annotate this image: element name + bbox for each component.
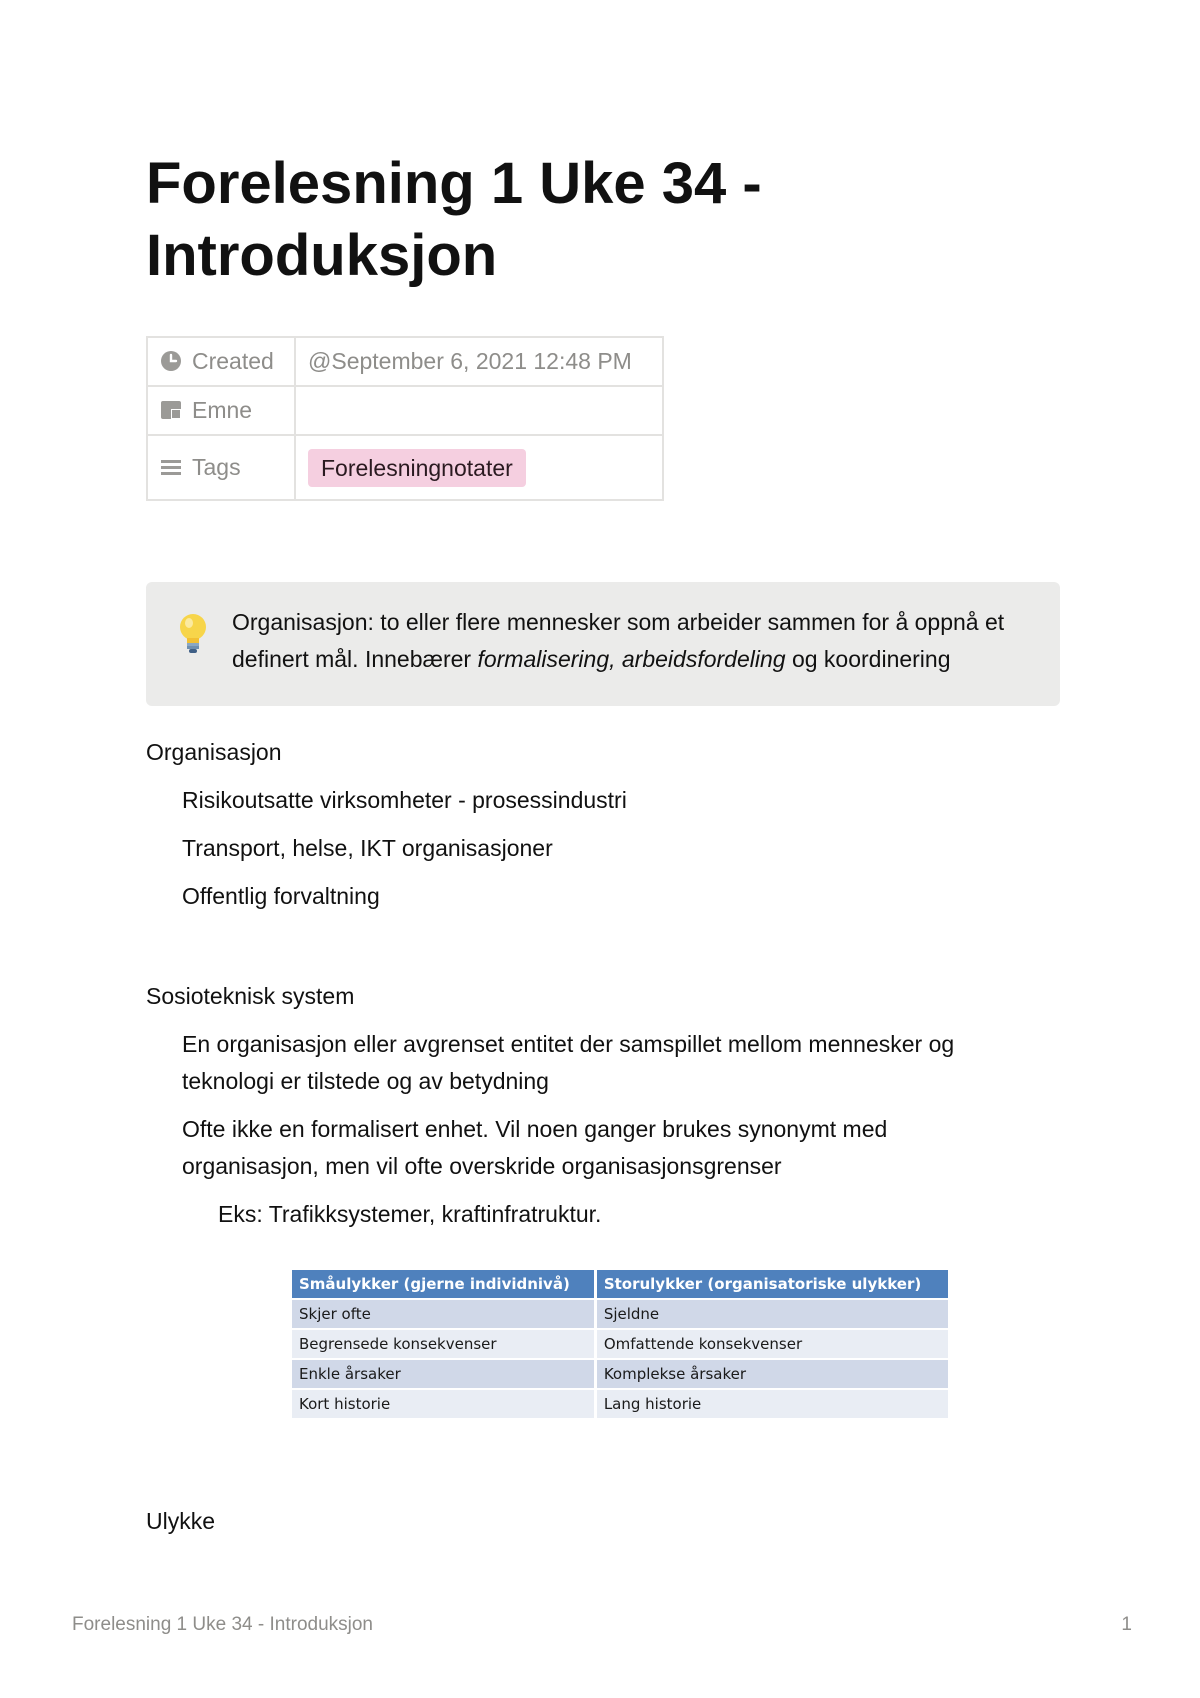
table-cell: Enkle årsaker: [292, 1359, 595, 1389]
property-label-created: Created: [192, 348, 274, 374]
footer-page-number: 1: [1121, 1614, 1132, 1635]
list-item: Ofte ikke en formalisert enhet. Vil noen ganger brukes synonymt med organisasjon, men vil ofte overskride organisasjonsgrenser: [182, 1116, 888, 1179]
select-icon: [160, 399, 182, 421]
table-cell: Skjer ofte: [292, 1299, 595, 1329]
list-item: Risikoutsatte virksomheter - prosessindustri: [182, 787, 627, 813]
clock-icon: [160, 350, 182, 372]
comparison-table: [292, 1270, 948, 1418]
table-row: [292, 1299, 948, 1329]
table-cell: Lang historie: [595, 1389, 948, 1418]
property-value-tags[interactable]: [295, 435, 663, 500]
table-row: [292, 1329, 948, 1359]
list-icon: [160, 456, 182, 478]
table-cell: Omfattende konsekvenser: [595, 1329, 948, 1359]
callout-text-part2: og koordinering: [785, 646, 951, 672]
heading-organisasjon: Organisasjon: [146, 739, 282, 765]
page-title: Forelesning 1 Uke 34 - Introduksjon: [146, 151, 762, 288]
table-cell: Kort historie: [292, 1389, 595, 1418]
callout-block: [146, 582, 1060, 706]
property-row-emne: [147, 386, 663, 435]
callout-text-italic: formalisering, arbeidsfordeling: [477, 646, 786, 672]
property-label-tags: Tags: [192, 454, 241, 480]
table-row: [292, 1389, 948, 1418]
property-label-emne: Emne: [192, 397, 253, 423]
property-key-tags: [147, 435, 295, 500]
tag-badge[interactable]: Forelesningnotater: [308, 449, 526, 487]
table-row: [292, 1359, 948, 1389]
property-row-tags: [147, 435, 663, 500]
heading-sosioteknisk: Sosioteknisk system: [146, 983, 355, 1009]
comparison-header-large: Storulykker (organisatoriske ulykker): [595, 1270, 948, 1299]
heading-ulykke: Ulykke: [146, 1508, 216, 1534]
table-cell: Sjeldne: [595, 1299, 948, 1329]
list-item: En organisasjon eller avgrenset entitet der samspillet mellom mennesker og teknologi er tilstede og av betydning: [182, 1031, 955, 1094]
property-value-emne[interactable]: [295, 386, 663, 435]
property-key-emne: [147, 386, 295, 435]
lightbulb-icon: [176, 612, 210, 656]
callout-text-part1: Organisasjon: to eller flere mennesker som arbeider sammen for å oppnå et definert mål. Innebærer: [232, 609, 1005, 672]
callout-text: [232, 604, 1032, 678]
list-item: Offentlig forvaltning: [182, 883, 380, 909]
comparison-header-row: [292, 1270, 948, 1299]
properties-table: [146, 336, 664, 501]
sub-list-item: Eks: Trafikksystemer, kraftinfratruktur.: [218, 1201, 602, 1227]
comparison-header-small: Småulykker (gjerne individnivå): [292, 1270, 595, 1299]
property-row-created: [147, 337, 663, 386]
footer-title: Forelesning 1 Uke 34 - Introduksjon: [72, 1614, 373, 1635]
table-cell: Begrensede konsekvenser: [292, 1329, 595, 1359]
list-item: Transport, helse, IKT organisasjoner: [182, 835, 553, 861]
property-key-created: [147, 337, 295, 386]
table-cell: Komplekse årsaker: [595, 1359, 948, 1389]
property-value-created[interactable]: @September 6, 2021 12:48 PM: [295, 337, 663, 386]
